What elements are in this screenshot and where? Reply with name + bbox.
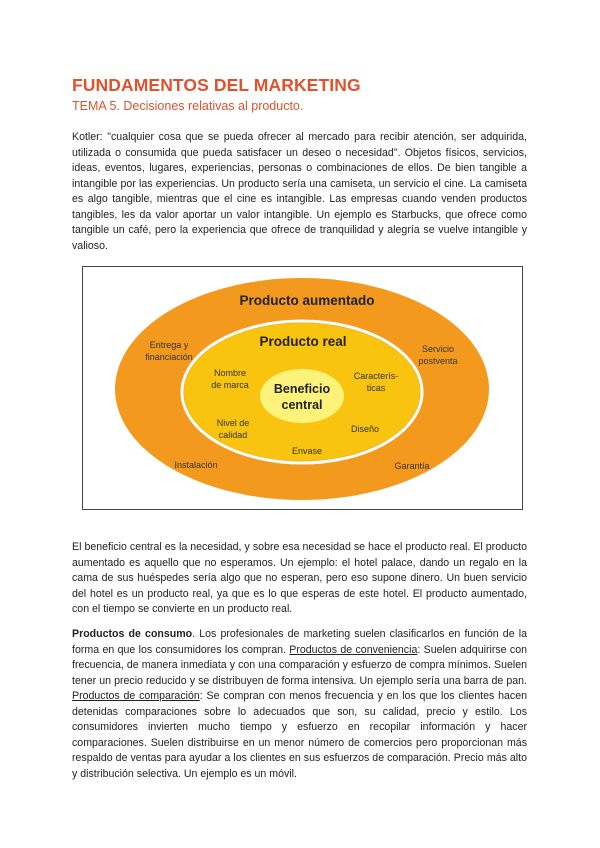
label-nivel-1: Nivel de: [216, 418, 250, 428]
core-title-line1: Beneficio: [273, 382, 331, 396]
outer-title: Producto aumentado: [239, 293, 375, 308]
diagram-svg: [83, 267, 522, 509]
consumo-paragraph: [72, 627, 527, 782]
label-caracteristicas-1: Caracterís-: [353, 371, 399, 381]
core-title-line2: central: [281, 398, 323, 412]
label-servicio-2: postventa: [418, 356, 458, 366]
label-entrega-1: Entrega y: [149, 340, 189, 350]
label-entrega-2: financiación: [145, 352, 193, 362]
page-subtitle: TEMA 5. Decisiones relativas al producto.: [72, 99, 304, 113]
intro-paragraph: Kotler: "cualquier cosa que se pueda ofrecer al mercado para recibir atención, ser adquirida, utilizada o consumida que pueda satisfacer un deseo o necesidad". Objetos físicos, servicios, ideas, eventos, lugares, experiencias, personas o combinaciones de ellos. De bien tangible a intangible por las experiencias. Un producto sería una camiseta, un servicio el cine. La camiseta es algo tangible, mientras que el cine es intangible. Las empresas cuando venden productos tangibles, les da valor aportar un valor intangible. Un ejemplo es Starbucks, que ofrece como tangible un café, pero la experiencia que ofrece de tranquilidad y alegría se vuelve intangible y valioso.: [72, 131, 527, 252]
label-diseno: Diseño: [350, 424, 380, 434]
conveniencia-label: Productos de conveniencia: [289, 643, 418, 656]
consumo-text-1: . Los profesionales de marketing suelen clasificarlos en función de la forma en que los consumidores los compran.: [72, 628, 527, 656]
label-nivel-2: calidad: [218, 430, 248, 440]
consumo-text-3: : Se compran con menos frecuencia y en los que los clientes hacen detenidas comparaciones sobre lo adecuados que son, su calidad, precio y estilo. Los consumidores invierten mucho tiempo y esfuerzo en recopilar información y hacer comparaciones. Suelen distribuirse en un menor número de comercios pero proporcionan más respaldo de ventas para ayudar a los clientes en sus esfuerzos de comparación. Precio más alto y distribución selectiva. Un ejemplo es un móvil.: [72, 690, 527, 780]
label-instalacion: Instalación: [174, 460, 218, 470]
core-ellipse: [260, 369, 344, 423]
label-caracteristicas-2: ticas: [366, 383, 386, 393]
label-nombre-1: Nombre: [213, 368, 247, 378]
label-servicio-1: Servicio: [421, 344, 455, 354]
product-levels-diagram: [82, 266, 523, 510]
label-envase: Envase: [291, 446, 323, 456]
label-nombre-2: de marca: [211, 380, 249, 390]
page-title: FUNDAMENTOS DEL MARKETING: [72, 75, 361, 95]
comparacion-label: Productos de comparación: [72, 690, 200, 702]
middle-title: Producto real: [259, 334, 347, 349]
consumo-text-2: : Suelen adquirirse con frecuencia, de manera inmediata y con una comparación y esfuerzo de compra mínimos. Suelen tener un precio reducido y se distribuyen de forma intensiva. Un ejemplo sería una barra de pan.: [72, 643, 527, 687]
label-garantia: Garantía: [394, 461, 430, 471]
consumo-heading: Productos de consumo: [72, 628, 193, 640]
after-diagram-paragraph: El beneficio central es la necesidad, y sobre esa necesidad se hace el producto real. El producto aumentado es aquello que no esperamos. Un ejemplo: el hotel palace, dando un regalo en la cama de sus huéspedes sería algo que no esperan, pero eso supone dinero. Un buen servicio del hotel es un producto real, ya que es lo que esperas de este hotel. El producto aumentado, con el tiempo se convierte en un producto real.: [72, 541, 527, 615]
